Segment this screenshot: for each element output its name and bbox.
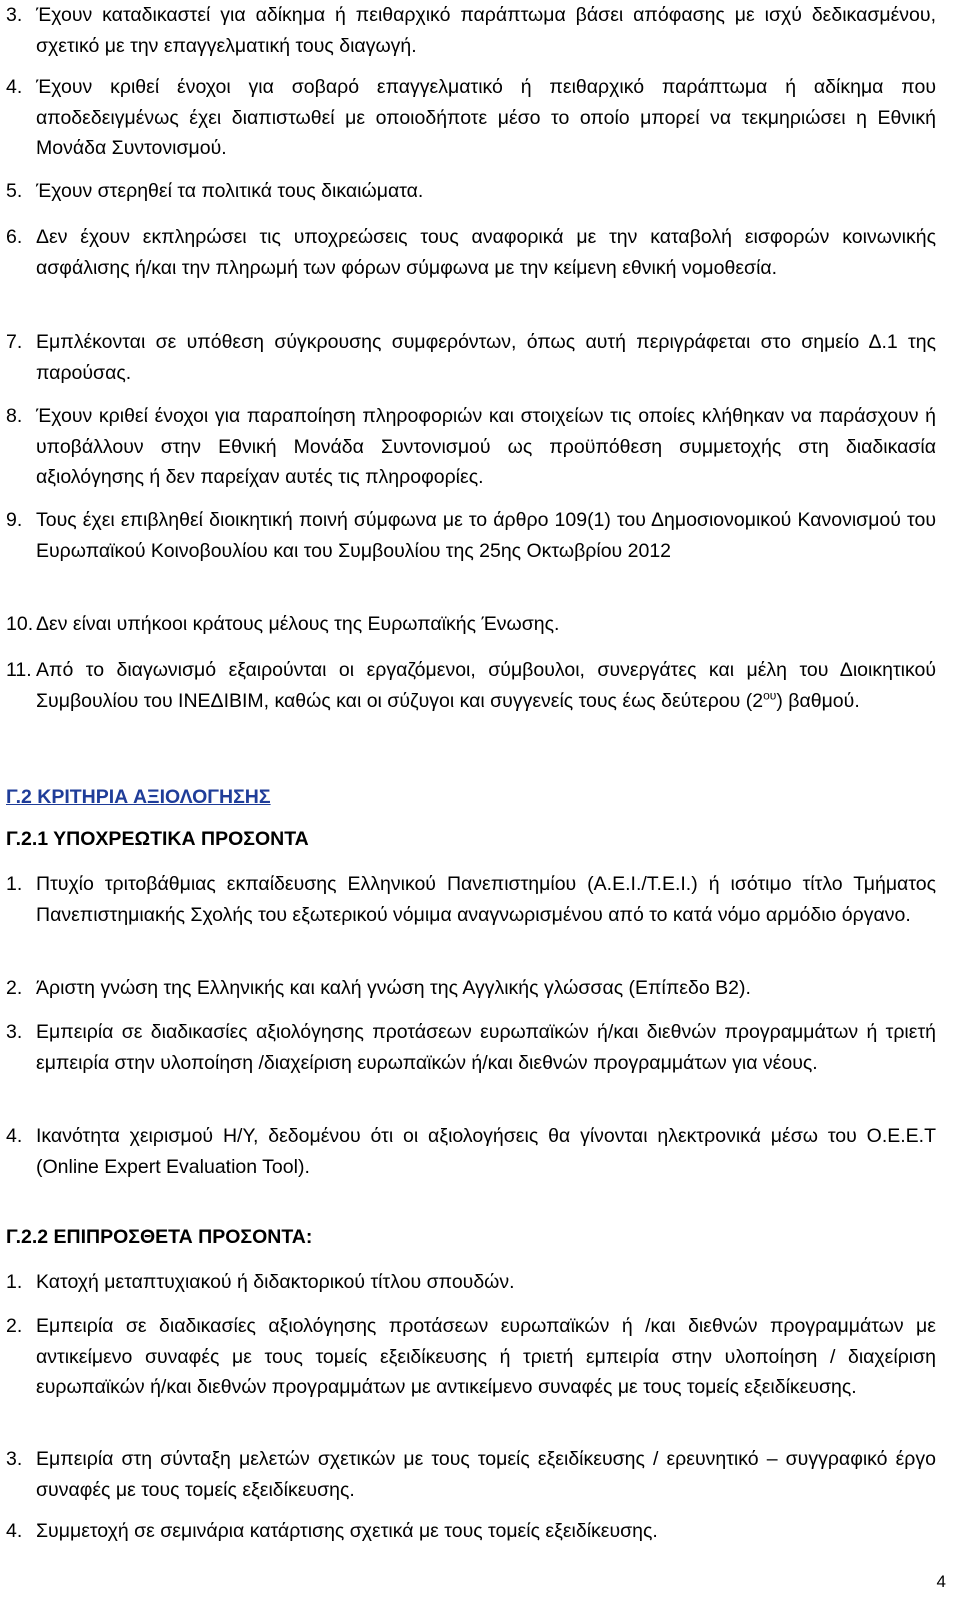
list-item-number: 9.: [6, 509, 23, 531]
list-item: [6, 655, 936, 716]
list-item-text-main: Από το διαγωνισμό εξαιρούνται οι εργαζόμενοι, σύμβουλοι, συνεργάτες και μέλη του Διοικητικού Συμβουλίου του ΙΝΕΔΙΒΙΜ, καθώς και οι σύζυγοι και συγγενείς τους έως δεύτερου (2: [36, 659, 936, 712]
list-item: [6, 327, 936, 388]
list-item-number: 3.: [6, 1448, 23, 1470]
list-item-text: Πτυχίο τριτοβάθμιας εκπαίδευσης Ελληνικού Πανεπιστημίου (Α.Ε.Ι./Τ.Ε.Ι.) ή ισότιμο τίτλο Τμήματος Πανεπιστημιακής Σχολής του εξωτερικού νόμιμα αναγνωρισμένου από το κατά νόμο αρμόδιο όργανο.: [36, 873, 936, 926]
list-item-number: 6.: [6, 226, 23, 248]
list-item-text: Δεν είναι υπήκοοι κράτους μέλους της Ευρωπαϊκής Ένωσης.: [36, 613, 560, 635]
list-item-text: Δεν έχουν εκπληρώσει τις υποχρεώσεις τους αναφορικά με την καταβολή εισφορών κοινωνικής ασφάλισης ή/και την πληρωμή των φόρων σύμφωνα με την κείμενη εθνική νομοθεσία.: [36, 226, 936, 279]
section-heading-evaluation-criteria[interactable]: Γ.2 ΚΡΙΤΗΡΙΑ ΑΞΙΟΛΟΓΗΣΗΣ: [6, 786, 271, 808]
list-item-text-end: ) βαθμού.: [776, 689, 860, 712]
list-item-number: 1.: [6, 1271, 23, 1293]
list-item-text: Έχουν κριθεί ένοχοι για παραποίηση πληροφοριών και στοιχείων τις οποίες κλήθηκαν να παράσχουν ή υποβάλλουν στην Εθνική Μονάδα Συντονισμού ως προϋπόθεση συμμετοχής στη διαδικασία αξιολόγησης ή δεν παρείχαν αυτές τις πληροφορίες.: [36, 405, 936, 488]
list-item: [6, 72, 936, 164]
list-item-text: Ικανότητα χειρισμού Η/Υ, δεδομένου ότι οι αξιολογήσεις θα γίνονται ηλεκτρονικά μέσω του Ο.Ε.Ε.Τ (Online Expert Evaluation Tool).: [36, 1125, 936, 1178]
list-item: [6, 176, 936, 207]
list-item-number: 3.: [6, 4, 23, 26]
list-item-number: 5.: [6, 180, 23, 202]
list-item-text: Κατοχή μεταπτυχιακού ή διδακτορικού τίτλου σπουδών.: [36, 1271, 515, 1293]
section-heading-additional-qualifications: Γ.2.2 ΕΠΙΠΡΟΣΘΕΤΑ ΠΡΟΣΟΝΤΑ:: [6, 1226, 313, 1248]
list-item: [6, 0, 936, 61]
list-item: [6, 1311, 936, 1403]
superscript-ordinal: ου: [763, 688, 777, 702]
list-item-text: Έχουν καταδικαστεί για αδίκημα ή πειθαρχικό παράπτωμα βάσει απόφασης με ισχύ δεδικασμένου, σχετικό με την επαγγελματική τους διαγωγή.: [36, 4, 936, 57]
list-item-text: Συμμετοχή σε σεμινάρια κατάρτισης σχετικά με τους τομείς εξειδίκευσης.: [36, 1520, 658, 1542]
list-item-number: 4.: [6, 1520, 23, 1542]
list-item-number: 1.: [6, 873, 23, 895]
list-item: [6, 1267, 936, 1298]
list-item-text: Εμπειρία σε διαδικασίες αξιολόγησης προτάσεων ευρωπαϊκών ή /και διεθνών προγραμμάτων με αντικείμενο συναφές με τους τομείς εξειδίκευσης ή τριετή εμπειρία στην υλοποίηση / διαχείριση ευρωπαϊκών ή/και διεθνών προγραμμάτων με αντικείμενο συναφές με τους τομείς εξειδίκευσης.: [36, 1315, 936, 1398]
page-number: 4: [936, 1572, 946, 1591]
list-item: [6, 222, 936, 283]
list-item-number: 2.: [6, 977, 23, 999]
list-item-number: 7.: [6, 331, 23, 353]
list-item-text: Τους έχει επιβληθεί διοικητική ποινή σύμφωνα με το άρθρο 109(1) του Δημοσιονομικού Κανονισμού του Ευρωπαϊκού Κοινοβουλίου και του Συμβουλίου της 25ης Οκτωβρίου 2012: [36, 509, 936, 562]
list-item: [6, 1017, 936, 1078]
list-item: [6, 609, 936, 640]
list-item: [6, 401, 936, 493]
list-item-number: 4.: [6, 76, 23, 98]
list-item-text: Άριστη γνώση της Ελληνικής και καλή γνώση της Αγγλικής γλώσσας (Επίπεδο Β2).: [36, 977, 751, 999]
list-item-text: Έχουν κριθεί ένοχοι για σοβαρό επαγγελματικό ή πειθαρχικό παράπτωμα ή αδίκημα που αποδεδειγμένως έχει διαπιστωθεί με οποιοδήποτε μέσο το οποίο μπορεί να τεκμηριώσει η Εθνική Μονάδα Συντονισμού.: [36, 76, 936, 159]
list-item: [6, 1444, 936, 1505]
list-item: [6, 1516, 936, 1547]
list-item: [6, 973, 936, 1004]
list-item-number: 2.: [6, 1315, 23, 1337]
list-item-number: 8.: [6, 405, 23, 427]
list-item-text: Εμπειρία σε διαδικασίες αξιολόγησης προτάσεων ευρωπαϊκών ή/και διεθνών προγραμμάτων ή τριετή εμπειρία στην υλοποίηση /διαχείριση ευρωπαϊκών ή/και διεθνών προγραμμάτων για νέους.: [36, 1021, 936, 1074]
list-item-text: Έχουν στερηθεί τα πολιτικά τους δικαιώματα.: [36, 180, 424, 202]
list-item-number: 3.: [6, 1021, 23, 1043]
list-item-number: 11.: [6, 659, 32, 681]
list-item-text: Εμπειρία στη σύνταξη μελετών σχετικών με τους τομείς εξειδίκευσης / ερευνητικό – συγγραφικό έργο συναφές με τους τομείς εξειδίκευσης.: [36, 1448, 936, 1501]
list-item-number: 4.: [6, 1125, 23, 1147]
list-item-number: 10.: [6, 613, 34, 635]
list-item: [6, 869, 936, 930]
list-item-text: Εμπλέκονται σε υπόθεση σύγκρουσης συμφερόντων, όπως αυτή περιγράφεται στο σημείο Δ.1 της παρούσας.: [36, 331, 936, 384]
section-heading-required-qualifications: Γ.2.1 ΥΠΟΧΡΕΩΤΙΚΑ ΠΡΟΣΟΝΤΑ: [6, 828, 309, 850]
list-item: [6, 1121, 936, 1182]
list-item-text: [36, 655, 936, 716]
list-item: [6, 505, 936, 566]
